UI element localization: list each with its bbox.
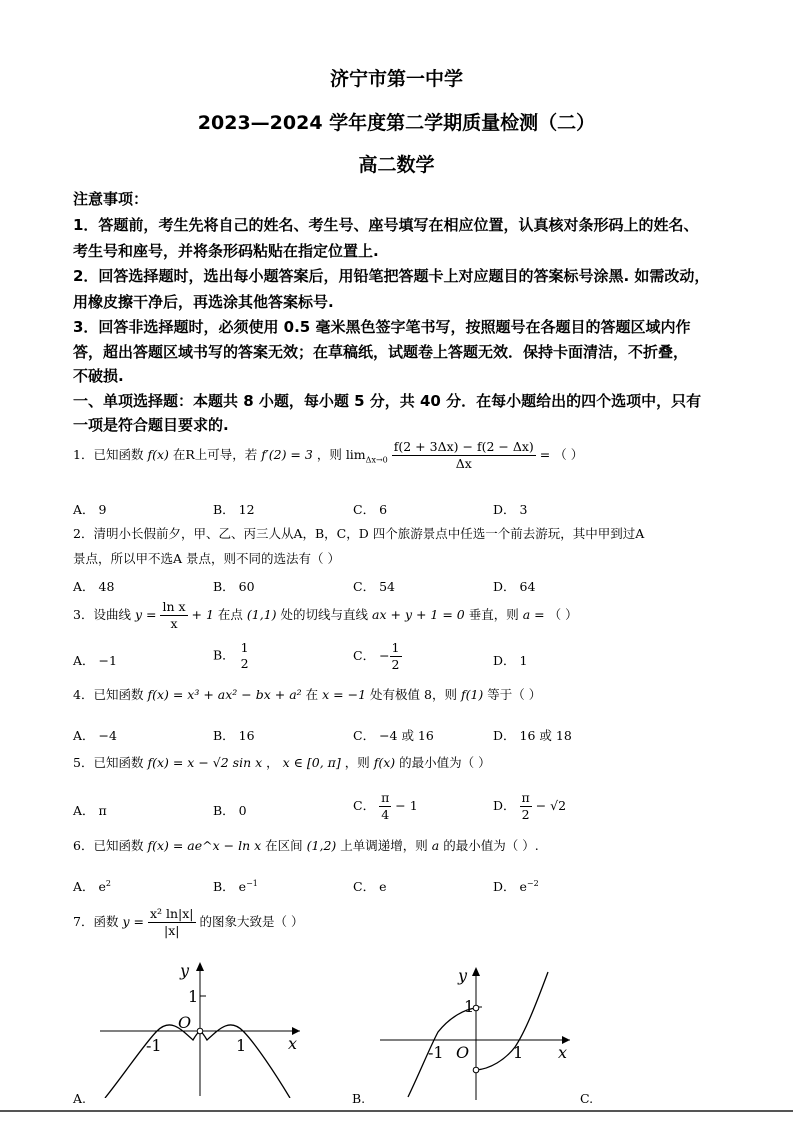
- option-d: D． $\frac{\pi}{2}$ − √2: [493, 790, 567, 822]
- math-expr: y =: [134, 607, 157, 622]
- question-text: 清明小长假前夕，甲、乙、丙三人从A，B，C，D 四个旅游景点中任选一个前去游玩，其中甲到过A: [93, 526, 645, 541]
- question-text: 在: [305, 687, 319, 702]
- open-point: [197, 1028, 203, 1034]
- math-expr: f(x): [373, 755, 396, 770]
- x-tick-label: -1: [146, 1036, 162, 1055]
- option-c: C． $\frac{\pi}{4}$ − 1: [353, 790, 418, 822]
- option-c: C． − $\frac{1}{2}$: [353, 640, 400, 672]
- math-expr: f′(2) = 3: [261, 447, 313, 462]
- y-tick-label: 1: [188, 987, 199, 1006]
- math-expr: x = −1: [322, 687, 367, 702]
- open-point-bottom: [473, 1067, 479, 1073]
- question-3: [73, 599, 578, 632]
- option-b: B． 60: [213, 579, 255, 594]
- question-text: 上单调递增，则: [340, 838, 428, 853]
- y-axis-arrow: [472, 967, 480, 976]
- question-text: 处的切线与直线: [280, 607, 369, 622]
- option-d: D． 64: [493, 579, 536, 594]
- x-tick-label: 1: [513, 1043, 524, 1062]
- question-text: 的最小值为（ ）.: [443, 838, 539, 853]
- question-text: 等于（ ）: [487, 687, 542, 702]
- notice-line: 答，超出答题区域书写的答案无效；在草稿纸，试题卷上答题无效．保持卡面清洁，不折叠，: [73, 343, 689, 361]
- y-tick-label: 1: [464, 997, 475, 1016]
- section-heading: 一项是符合题目要求的.: [73, 416, 229, 434]
- curve: [105, 1025, 290, 1098]
- option-a: A． $e^2$: [73, 878, 112, 894]
- notice-line: 不破损.: [73, 367, 124, 385]
- question-number: 6．: [73, 838, 94, 853]
- question-text: 在点: [217, 607, 243, 622]
- question-text: 设曲线: [93, 607, 131, 622]
- option-d: D． 3: [493, 502, 528, 517]
- question-2: [73, 524, 644, 542]
- option-b: B． 16: [213, 728, 255, 743]
- x-tick-label: -1: [428, 1043, 444, 1062]
- math-expr: (1,2): [306, 838, 337, 853]
- notice-title: 注意事项：: [73, 190, 149, 208]
- graph-option-a: [100, 958, 310, 1098]
- math-expr: x ∈ [0, π]: [282, 755, 341, 770]
- option-fraction: 1 2: [240, 640, 249, 671]
- option-c: C． 6: [353, 502, 388, 517]
- option-d: D． 16 或 18: [493, 728, 572, 743]
- graph-option-b: [380, 962, 580, 1102]
- school-name: 济宁市第一中学: [329, 68, 463, 90]
- y-label: y: [180, 961, 190, 980]
- question-6: [73, 836, 539, 854]
- question-text: 的最小值为（ ）: [399, 755, 491, 770]
- question-text: ，则: [344, 755, 370, 770]
- question-text: 已知函数: [93, 838, 144, 853]
- option-b: B． 12: [213, 502, 255, 517]
- exam-title: 2023—2024 学年度第二学期质量检测（二）: [197, 112, 596, 134]
- option-fraction: $\frac{\pi}{4}$: [381, 790, 390, 822]
- question-text: 已知函数: [93, 755, 144, 770]
- question-number: 7．: [73, 914, 94, 929]
- option-c: C． 54: [353, 579, 395, 594]
- option-c: C． e: [353, 879, 387, 894]
- math-expr: f(x) = ae^x − ln x: [147, 838, 262, 853]
- question-number: 3．: [73, 607, 94, 622]
- math-fraction: $\frac{\text{ln x}}{x}$: [162, 599, 186, 631]
- question-text: 垂直，则: [468, 607, 519, 622]
- question-text: 在R上可导，若: [172, 447, 258, 462]
- option-a: A． 9: [73, 502, 107, 517]
- notice-line: 3．回答非选择题时，必须使用 0.5 毫米黑色签字笔书写，按照题号在各题目的答题区域内作: [73, 318, 691, 336]
- math-expr: ax + y + 1 = 0: [372, 607, 465, 622]
- math-expr: + 1: [191, 607, 214, 622]
- y-label: y: [458, 966, 468, 985]
- graph-label-c: C.: [580, 1091, 594, 1106]
- origin-label: O: [456, 1043, 470, 1062]
- option-c: C． −4 或 16: [353, 728, 434, 743]
- subject-title: 高二数学: [358, 154, 435, 176]
- math-expr: f(x) = x³ + ax² − bx + a²: [147, 687, 302, 702]
- question-text: 函数: [93, 914, 119, 929]
- math-expr: (1,1): [246, 607, 277, 622]
- math-expr: a: [431, 838, 440, 853]
- x-label: x: [288, 1034, 298, 1053]
- question-4: [73, 685, 541, 703]
- notice-line: 2．回答选择题时，选出每小题答案后，用铅笔把答题卡上对应题目的答案标号涂黑. 如需改动，: [73, 267, 710, 285]
- x-tick-label: 1: [236, 1036, 247, 1055]
- math-fraction: $\frac{\text{x² ln|x|}}{|x|}$: [149, 906, 194, 938]
- option-a: A． −4: [73, 728, 117, 743]
- math-fraction: $\frac{f(2 + 3\Delta x) - f(2 - \Delta x)}{\Delta x}$: [393, 439, 534, 471]
- question-text: 已知函数: [93, 687, 144, 702]
- math-expr: y =: [122, 914, 144, 929]
- math-expr: a =: [522, 607, 545, 622]
- option-b: B． $e^{-1}$: [213, 878, 258, 894]
- option-a: A． −1: [73, 653, 117, 668]
- origin-label: O: [178, 1013, 192, 1032]
- question-text: 在区间: [265, 838, 303, 853]
- notice-line: 1．答题前，考生先将自己的姓名、考生号、座号填写在相应位置，认真核对条形码上的姓名、: [73, 216, 699, 234]
- x-label: x: [558, 1043, 568, 1062]
- answer-bracket: （ ）: [548, 607, 578, 622]
- option-b: B． 1 2: [213, 640, 249, 671]
- question-number: 1．: [73, 447, 94, 462]
- option-fraction: $\frac{\pi}{2}$: [521, 790, 530, 822]
- answer-bracket: = （ ）: [539, 447, 584, 462]
- question-text: ，则: [316, 447, 342, 462]
- option-fraction: $\frac{1}{2}$: [391, 640, 400, 672]
- question-number: 2．: [73, 526, 94, 541]
- math-expr: f(1): [460, 687, 484, 702]
- question-text: ，: [266, 755, 279, 770]
- curve-right: [476, 972, 548, 1070]
- question-1: [73, 439, 583, 472]
- question-text: 已知函数: [93, 447, 144, 462]
- question-text: 景点，所以甲不选A 景点，则不同的选法有（ ）: [73, 551, 340, 566]
- option-b: B． 0: [213, 803, 247, 818]
- graph-label-b: B.: [352, 1091, 366, 1106]
- graph-label-a: A.: [73, 1091, 87, 1106]
- section-heading: 一、单项选择题：本题共 8 小题，每小题 5 分，共 40 分．在每小题给出的四个选项中，只有: [73, 392, 702, 410]
- option-a: A． 48: [73, 579, 115, 594]
- y-axis-arrow: [196, 962, 204, 971]
- math-expr: f(x): [147, 447, 169, 462]
- page-bottom-rule: [0, 1110, 793, 1112]
- notice-line: 考生号和座号，并将条形码粘贴在指定位置上.: [73, 242, 379, 260]
- notice-line: 用橡皮擦干净后，再选涂其他答案标号.: [73, 293, 334, 311]
- math-expr: f(x) = x − √2 sin x: [147, 755, 263, 770]
- question-number: 5．: [73, 755, 94, 770]
- question-text: 处有极值 8，则: [370, 687, 457, 702]
- question-text: 的图象大致是（ ）: [199, 914, 304, 929]
- question-number: 4．: [73, 687, 94, 702]
- limit-operator: $\lim_{\Delta x\to 0}$: [345, 447, 388, 465]
- question-5: [73, 753, 491, 771]
- question-7: [73, 906, 303, 939]
- option-d: D． 1: [493, 653, 528, 668]
- option-a: A． π: [73, 803, 107, 818]
- option-d: D． $e^{-2}$: [493, 878, 539, 894]
